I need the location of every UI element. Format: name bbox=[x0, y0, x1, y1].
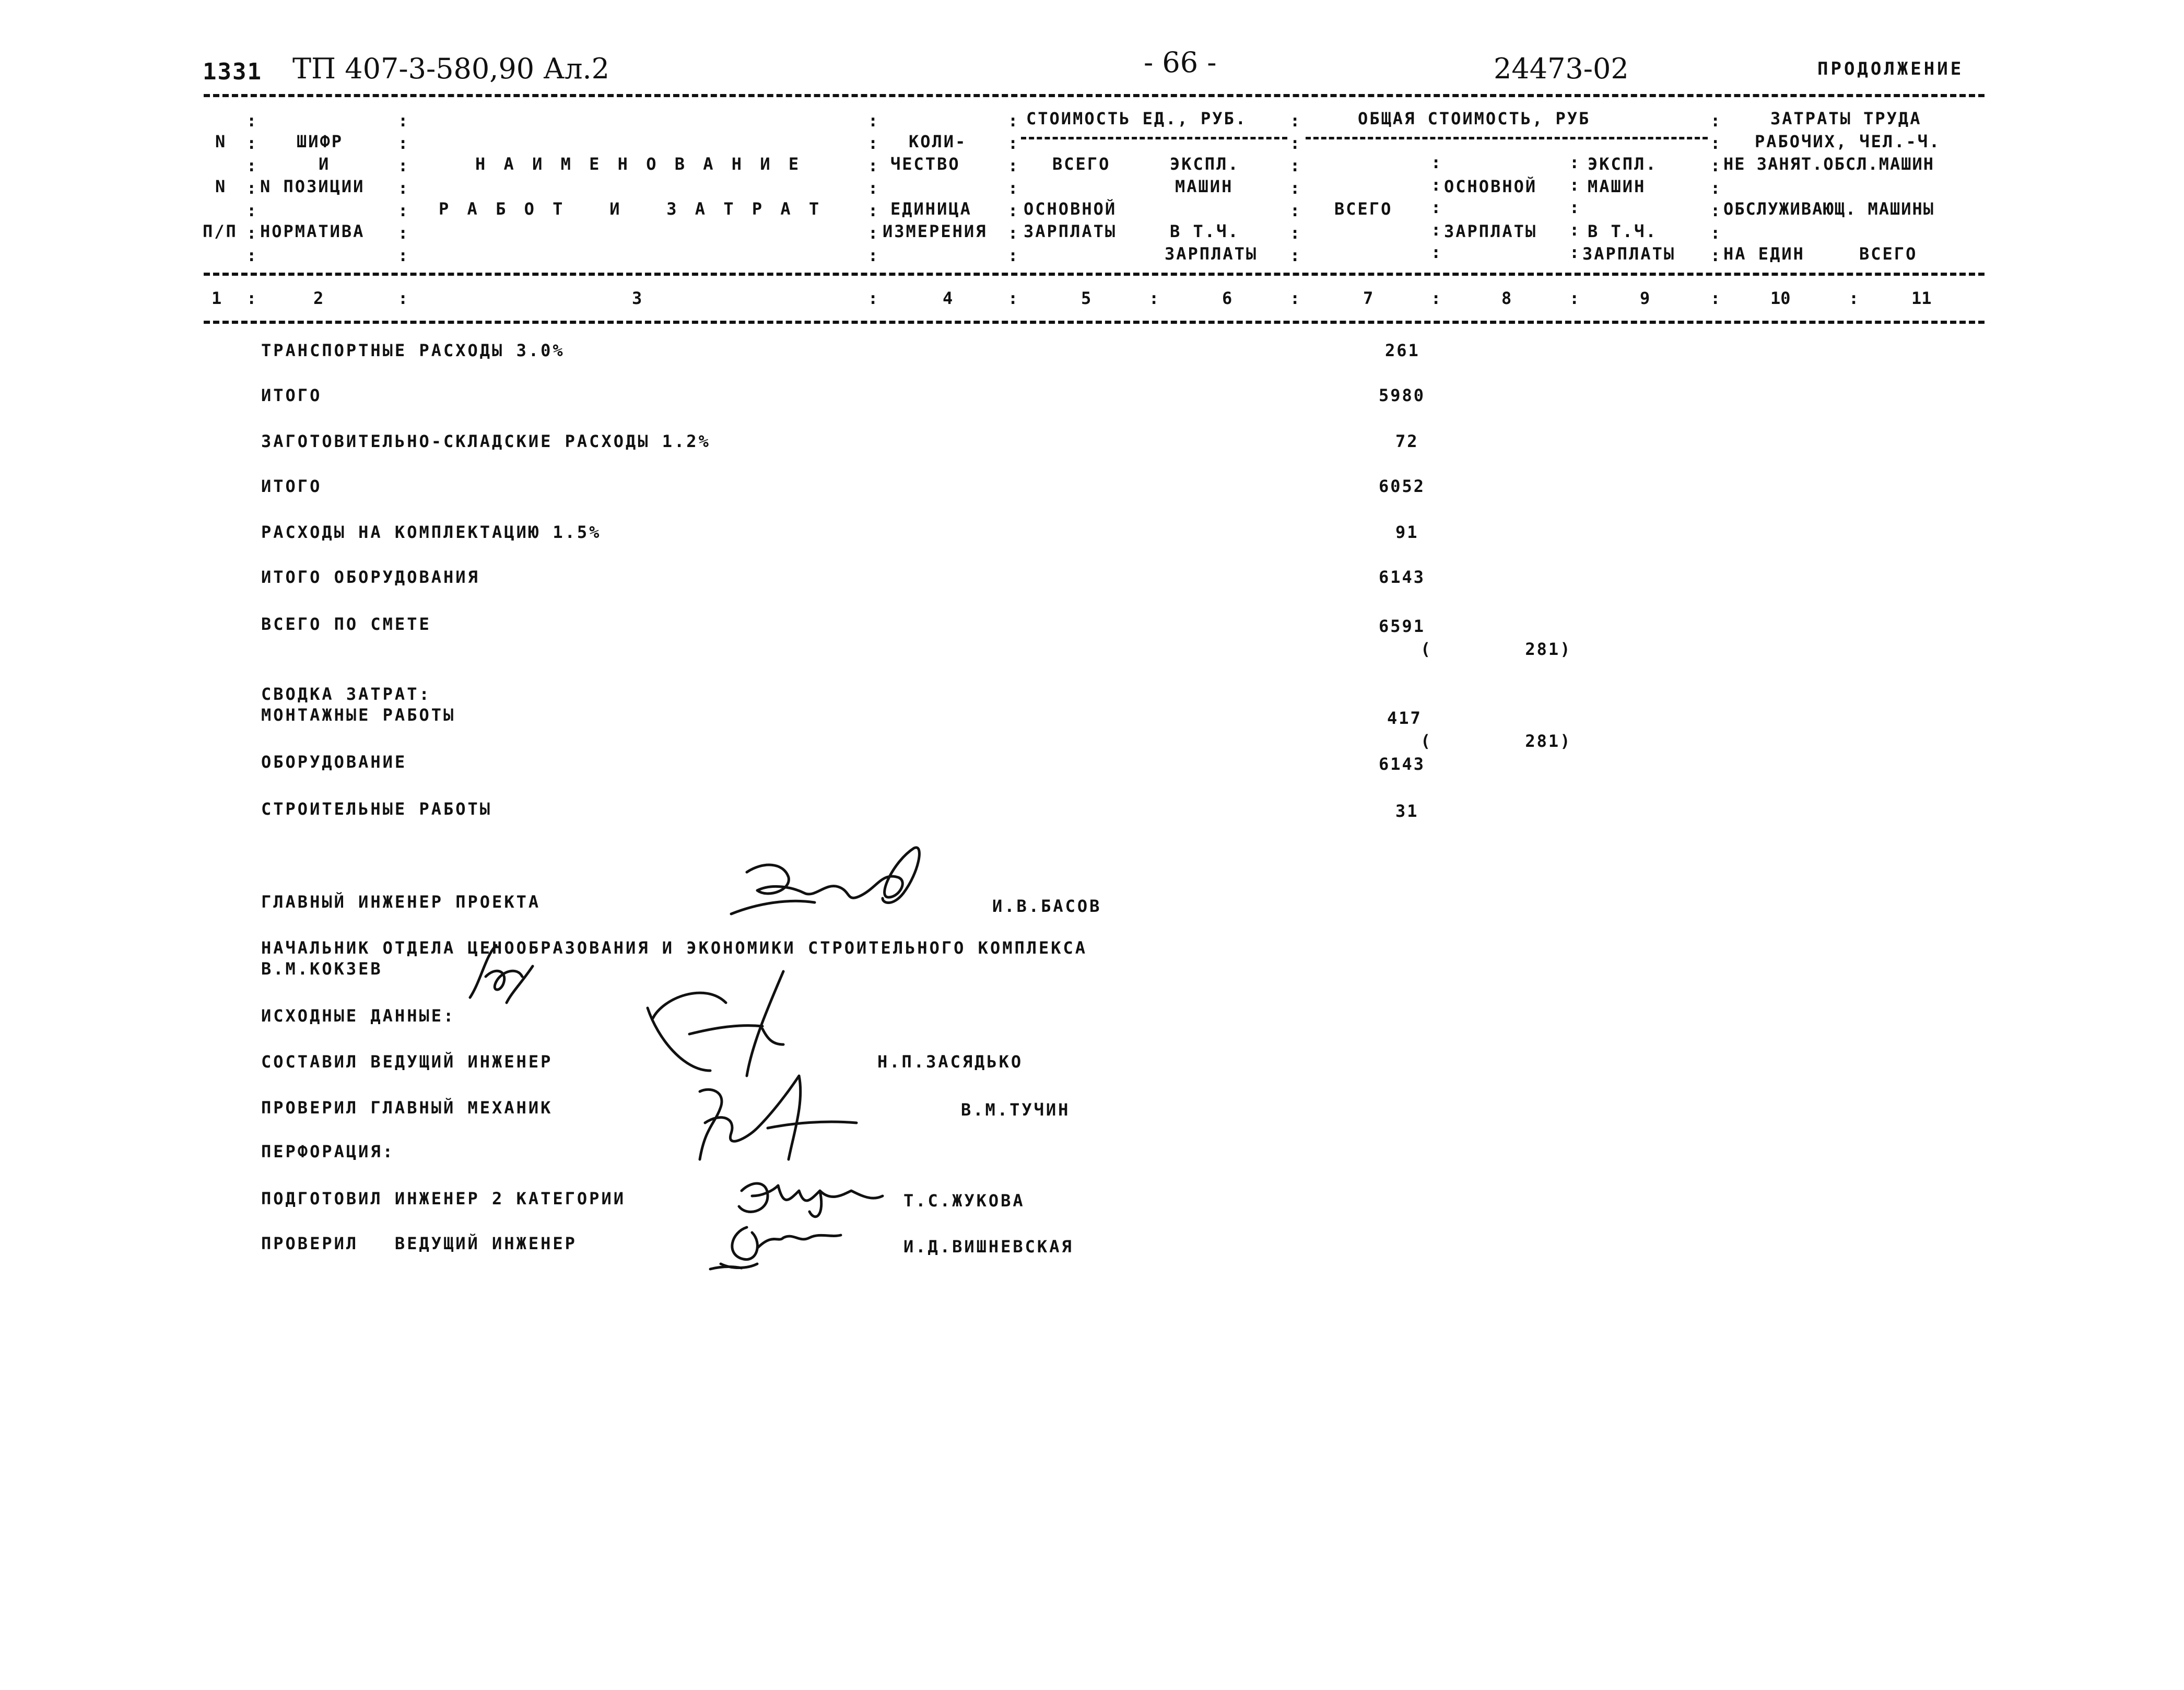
row-total: 5980 bbox=[1379, 385, 1426, 405]
total-cost-group: ОБЩАЯ СТОИМОСТЬ, РУБ bbox=[1358, 109, 1591, 128]
separator: : bbox=[1849, 288, 1859, 308]
col6-line2: МАШИН bbox=[1175, 177, 1234, 196]
separator: : bbox=[1569, 288, 1580, 308]
col8-line2: ЗАРПЛАТЫ bbox=[1444, 221, 1537, 241]
project-code: ТП 407-3-580,90 Ал.2 bbox=[292, 52, 610, 85]
row-total: 6143 bbox=[1379, 754, 1426, 774]
separator: : : : : : : : bbox=[246, 111, 257, 265]
separator: : bbox=[1710, 288, 1721, 308]
row-label: СТРОИТЕЛЬНЫЕ РАБОТЫ bbox=[261, 799, 492, 819]
row-total: 6143 bbox=[1379, 567, 1426, 587]
separator: : bbox=[1431, 288, 1441, 308]
labor-group-line2: РАБОЧИХ, ЧЕЛ.-Ч. bbox=[1755, 132, 1941, 151]
dept-head-signature bbox=[454, 935, 548, 1008]
col1-line2: N bbox=[215, 177, 227, 196]
page-number: - 66 - bbox=[1144, 46, 1217, 79]
row-total: 31 bbox=[1395, 801, 1419, 821]
col4-line4: ИЗМЕРЕНИЯ bbox=[883, 221, 988, 241]
column-number: 9 bbox=[1640, 288, 1650, 308]
checked-lead-name: И.Д.ВИШНЕВСКАЯ bbox=[903, 1237, 1074, 1257]
row-label: СВОДКА ЗАТРАТ: bbox=[261, 684, 431, 704]
separator: : : : : : bbox=[1431, 152, 1441, 262]
compiled-label: СОСТАВИЛ ВЕДУЩИЙ ИНЖЕНЕР bbox=[261, 1052, 553, 1072]
header-bottom-rule bbox=[204, 273, 1985, 276]
col4-line1: КОЛИ- bbox=[909, 132, 967, 151]
chief-engineer-label: ГЛАВНЫЙ ИНЖЕНЕР ПРОЕКТА bbox=[261, 892, 541, 912]
separator: : : : : : bbox=[1569, 152, 1580, 262]
sheet-code: 1331 bbox=[203, 58, 262, 85]
separator: : bbox=[1290, 288, 1300, 308]
col5-line1: ВСЕГО bbox=[1052, 154, 1111, 174]
col6-line3: В Т.Ч. bbox=[1170, 221, 1240, 241]
compiled-name: Н.П.ЗАСЯДЬКО bbox=[877, 1052, 1024, 1072]
document-number: 24473-02 bbox=[1494, 52, 1629, 85]
row-total: 72 bbox=[1395, 431, 1419, 451]
checked-mech-name: В.М.ТУЧИН bbox=[961, 1100, 1071, 1120]
separator: : bbox=[868, 288, 878, 308]
checked-mech-label: ПРОВЕРИЛ ГЛАВНЫЙ МЕХАНИК bbox=[261, 1098, 553, 1118]
col2-line4: НОРМАТИВА bbox=[260, 221, 365, 241]
row-label: ИТОГО bbox=[261, 385, 322, 405]
col3-line2: Р А Б О Т И З А Т Р А Т bbox=[439, 199, 824, 219]
source-data-label: ИСХОДНЫЕ ДАННЫЕ: bbox=[261, 1006, 456, 1026]
col4-line3: ЕДИНИЦА bbox=[890, 199, 972, 219]
col9-line1: ЭКСПЛ. bbox=[1588, 154, 1658, 174]
row-label: ВСЕГО ПО СМЕТЕ bbox=[261, 614, 431, 634]
dept-head-label: НАЧАЛЬНИК ОТДЕЛА ЦЕНООБРАЗОВАНИЯ И ЭКОНОМИКИ СТРОИТЕЛЬНОГО КОМПЛЕКСА bbox=[261, 938, 1088, 958]
unit-cost-group: СТОИМОСТЬ ЕД., РУБ. bbox=[1026, 109, 1248, 128]
row-label: РАСХОДЫ НА КОМПЛЕКТАЦИЮ 1.5% bbox=[261, 522, 602, 542]
col11-label: ВСЕГО bbox=[1859, 244, 1918, 264]
chief-engineer-name: И.В.БАСОВ bbox=[992, 896, 1102, 916]
row-total: 6591 bbox=[1379, 616, 1426, 636]
col9-line3: В Т.Ч. bbox=[1588, 221, 1658, 241]
unit-cost-rule bbox=[1021, 137, 1287, 139]
col8-line1: ОСНОВНОЙ bbox=[1444, 177, 1537, 196]
col6-line1: ЭКСПЛ. bbox=[1170, 154, 1240, 174]
col1-line3: П/П bbox=[203, 221, 238, 241]
column-number: 5 bbox=[1081, 288, 1091, 308]
col4-line2: ЧЕСТВО bbox=[890, 154, 960, 174]
table-top-rule bbox=[204, 94, 1985, 97]
col7-label: ВСЕГО bbox=[1334, 199, 1393, 219]
separator: : bbox=[246, 288, 257, 308]
row-wage: ( 281) bbox=[1420, 731, 1572, 751]
col2-line3: N ПОЗИЦИИ bbox=[260, 177, 365, 196]
column-numbers-rule bbox=[204, 321, 1985, 324]
labor-group-line3: НЕ ЗАНЯТ.ОБСЛ.МАШИН bbox=[1723, 154, 1935, 174]
continuation-label: ПРОДОЛЖЕНИЕ bbox=[1817, 58, 1964, 79]
column-number: 11 bbox=[1911, 288, 1932, 308]
total-cost-rule bbox=[1306, 137, 1708, 139]
row-label: ОБОРУДОВАНИЕ bbox=[261, 752, 407, 772]
perforation-label: ПЕРФОРАЦИЯ: bbox=[261, 1142, 395, 1161]
separator: : : : : : : : bbox=[1008, 111, 1018, 265]
column-number: 4 bbox=[943, 288, 953, 308]
column-number: 8 bbox=[1501, 288, 1512, 308]
column-number: 7 bbox=[1363, 288, 1373, 308]
row-label: МОНТАЖНЫЕ РАБОТЫ bbox=[261, 705, 456, 725]
separator: : : : : : : : bbox=[1290, 111, 1300, 265]
column-number: 10 bbox=[1770, 288, 1791, 308]
col5-line2: ОСНОВНОЙ bbox=[1024, 199, 1117, 219]
column-number: 2 bbox=[313, 288, 324, 308]
column-number: 3 bbox=[632, 288, 642, 308]
row-total: 261 bbox=[1385, 341, 1420, 360]
col3-line1: Н А И М Е Н О В А Н И Е bbox=[475, 154, 803, 174]
separator: : : : : : : : bbox=[1710, 111, 1721, 265]
labor-group-line4: ОБСЛУЖИВАЮЩ. МАШИНЫ bbox=[1723, 199, 1935, 219]
separator: : : : : : : : bbox=[398, 111, 408, 265]
checked-lead-signature bbox=[700, 1212, 846, 1274]
prepared-label: ПОДГОТОВИЛ ИНЖЕНЕР 2 КАТЕГОРИИ bbox=[261, 1189, 626, 1208]
separator: : bbox=[1149, 288, 1159, 308]
col1-line1: N bbox=[215, 132, 227, 151]
row-label: ИТОГО bbox=[261, 476, 322, 496]
labor-group-line1: ЗАТРАТЫ ТРУДА bbox=[1770, 109, 1922, 128]
col9-line4: ЗАРПЛАТЫ bbox=[1582, 244, 1676, 264]
col6-line4: ЗАРПЛАТЫ bbox=[1165, 244, 1258, 264]
row-total: 91 bbox=[1395, 522, 1419, 542]
checked-lead-label: ПРОВЕРИЛ ВЕДУЩИЙ ИНЖЕНЕР bbox=[261, 1234, 577, 1253]
row-label: ИТОГО ОБОРУДОВАНИЯ bbox=[261, 567, 480, 587]
column-number: 1 bbox=[212, 288, 222, 308]
separator: : : : : : : : bbox=[868, 111, 878, 265]
col2-line2: И bbox=[319, 154, 331, 174]
row-total: 6052 bbox=[1379, 476, 1426, 496]
col9-line2: МАШИН bbox=[1588, 177, 1646, 196]
col2-line1: ШИФР bbox=[297, 132, 344, 151]
checked-mech-signature bbox=[689, 1071, 867, 1170]
chief-engineer-signature bbox=[726, 841, 945, 930]
row-label: ТРАНСПОРТНЫЕ РАСХОДЫ 3.0% bbox=[261, 341, 565, 360]
column-number: 6 bbox=[1222, 288, 1232, 308]
row-total: 417 bbox=[1387, 708, 1422, 728]
col5-line3: ЗАРПЛАТЫ bbox=[1024, 221, 1117, 241]
row-label: ЗАГОТОВИТЕЛЬНО-СКЛАДСКИЕ РАСХОДЫ 1.2% bbox=[261, 431, 711, 451]
separator: : bbox=[1008, 288, 1018, 308]
col10-label: НА ЕДИН bbox=[1723, 244, 1805, 264]
source-data-signature bbox=[642, 966, 809, 1081]
separator: : bbox=[398, 288, 408, 308]
dept-head-name: В.М.КОКЗЕВ bbox=[261, 959, 383, 979]
row-wage: ( 281) bbox=[1420, 639, 1572, 659]
prepared-name: Т.С.ЖУКОВА bbox=[903, 1191, 1025, 1211]
